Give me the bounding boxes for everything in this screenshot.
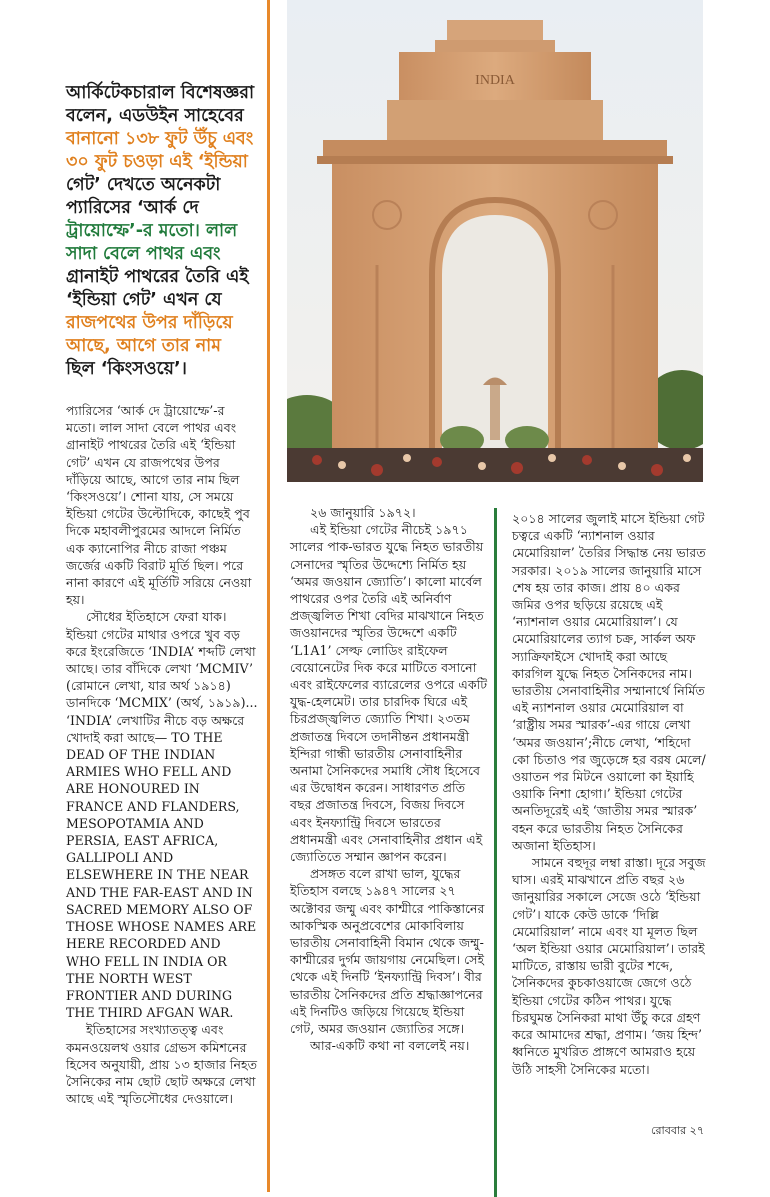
page-footer: রোববার ২৭: [651, 1124, 704, 1137]
pull-quote-line: আর্কিটেকচারাল বিশেষজ্ঞরা: [66, 83, 255, 103]
article-paragraph: প্যারিসের ‘আর্ক দে ট্রায়োম্ফে’-র মতো। লাল সাদা বেলে পাথর এবং গ্রানাইট পাথরের তৈরি এই ‘ইন্ডিয়া গেট’ এখন যে রাজপথের উপর দাঁড়িয়ে আছে, আগে তার নাম ছিল ‘কিংসওয়ে’। শোনা যায়, সে সময়ে ইন্ডিয়া গেটের উল্টোদিকে, কাছেই পুব দিকে মহাবলীপুরমের আদলে নির্মিত এক ক্যানোপির নীচে রাজা পঞ্চম জর্জের একটি বিরাট মূর্তি ছিল। পরে নানা কারণে এই মূর্তিটি সরিয়ে নেওয়া হয়।: [66, 403, 252, 608]
india-gate-photo: [287, 0, 703, 482]
pull-quote-line: ৩০ ফুট চওড়া এই ‘ইন্ডিয়া: [66, 152, 248, 172]
pull-quote-line: রাজপথের উপর দাঁড়িয়ে: [66, 313, 233, 333]
pull-quote: [66, 82, 266, 381]
pull-quote-line: বলেন, এডউইন সাহেবের: [66, 106, 244, 126]
pull-quote-line: প্যারিসের ‘আর্ক দে: [66, 198, 199, 218]
gate-inscription: INDIA: [475, 73, 515, 88]
pull-quote-line: সাদা বেলে পাথর এবং: [66, 244, 221, 264]
article-paragraph: এই ইন্ডিয়া গেটের নীচেই ১৯৭১ সালের পাক-ভারত যুদ্ধে নিহত ভারতীয় সেনাদের স্মৃতির উদ্দেশ্যে নির্মিত হয় ‘অমর জওয়ান জ্যোতি’। কালো মার্বেল পাথরের ওপর তৈরি এই অনির্বাণ প্রজ্জ্বলিত শিখা বেদির মাঝখানে নিহত জওয়ানদের স্মৃতির উদ্দেশে একটি ‘L1A1’ সেল্ফ লোডিং রাইফেল বেয়োনেটের দিক করে মাটিতে বসানো এবং রাইফেলের ব্যারেলের ওপরে একটি যুদ্ধ-হেলমেট। তার চারদিক ঘিরে এই চিরপ্রজ্জ্বলিত জ্যোতি শিখা। ২৩তম প্রজাতন্ত্র দিবসে তদানীন্তন প্রধানমন্ত্রী ইন্দিরা গান্ধী ভারতীয় সেনাবাহিনীর অনামা সৈনিকদের সমাধি সৌধ হিসেবে এর উদ্বোধন করেন। সাধারণত প্রতি বছর প্রজাতন্ত্র দিবসে, বিজয় দিবসে এবং ইনফ্যান্ট্রি দিবসে ভারতের প্রধানমন্ত্রী এবং সেনাবাহিনীর প্রধান এই জ্যোতিতে সম্মান জ্ঞাপন করেন।: [290, 522, 488, 865]
article-paragraph: সামনে বহুদূর লম্বা রাস্তা। দূরে সবুজ ঘাস। এরই মাঝখানে প্রতি বছর ২৬ জানুয়ারির সকালে সেজে ওঠে ‘ইন্ডিয়া গেট’। যাকে কেউ ডাকে ‘দিল্লি মেমোরিয়াল’ নামে এবং যা মূলত ছিল ‘অল ইন্ডিয়া ওয়ার মেমোরিয়াল’। তারই মাটিতে, রাস্তায় ভারী বুটের শব্দে, সৈনিকদের কুচকাওয়াজে জেগে ওঠে ইন্ডিয়া গেটের কঠিন পাথর। যুদ্ধে চিরঘুমন্ত সৈনিকরা মাথা উঁচু করে গ্রহণ করে আমাদের শ্রদ্ধা, প্রণাম। ‘জয় হিন্দ’ ধ্বনিতে মুখরিত প্রাঙ্গণে আমরাও হয়ে উঠি সাহসী সৈনিকের মতো।: [512, 855, 706, 1077]
green-column-rule: [494, 508, 497, 1197]
article-paragraph: আর-একটি কথা না বললেই নয়।: [310, 1038, 470, 1054]
pull-quote-line: বানানো ১৩৮ ফুট উঁচু এবং: [66, 129, 254, 149]
article-paragraph: সৌধের ইতিহাসে ফেরা যাক। ইন্ডিয়া গেটের মাথার ওপরে খুব বড় করে ইংরেজিতে ‘INDIA’ শব্দটি লেখা আছে। তার বাঁদিকে লেখা ‘MCMIV’ (রোমানে লেখা, যার অর্থ ১৯১৪) ডানদিকে ‘MCMIX’ (অর্থ, ১৯১৯)... ‘INDIA’ লেখাটির নীচে বড় অক্ষরে খোদাই করা আছে— TO THE DEAD OF THE INDIAN ARMIES WHO FELL AND ARE HONOURED IN FRANCE AND FLANDERS, MESOPOTAMIA AND PERSIA, EAST AFRICA, GALLIPOLI AND ELSEWHERE IN THE NEAR AND THE FAR-EAST AND IN SACRED MEMORY ALSO OF THOSE WHOSE NAMES ARE HERE RECORDED AND WHO FELL IN INDIA OR THE NORTH WEST FRONTIER AND DURING THE THIRD AFGAN WAR.: [66, 609, 258, 1021]
article-paragraph: ইতিহাসের সংখ্যাতত্ত্ব এবং কমনওয়েলথ ওয়ার গ্রেভস কমিশনের হিসেব অনুযায়ী, প্রায় ১৩ হাজার নিহত সৈনিকের নাম ছোট ছোট অক্ষরে লেখা আছে এই স্মৃতিসৌধের দেওয়ালে।: [66, 1022, 258, 1107]
article-column-middle: [290, 504, 488, 1055]
article-paragraph: প্রসঙ্গত বলে রাখা ভাল, যুদ্ধের ইতিহাস বলছে ১৯৪৭ সালের ২৭ অক্টোবর জম্মু এবং কাশ্মীরে পাকিস্তানের আকস্মিক অনুপ্রবেশের মোকাবিলায় ভারতীয় সেনাবাহিনী বিমান থেকে জম্মু-কাশ্মীরের দুর্গম জায়গায় নেমেছিল। সেই থেকে এই দিনটি ‘ইনফ্যান্ট্রি দিবস’। বীর ভারতীয় সৈনিকদের প্রতি শ্রদ্ধাজ্ঞাপনের এই দিনটিও জড়িয়ে গিয়েছে ইন্ডিয়া গেট, অমর জওয়ান জ্যোতির সঙ্গে।: [290, 866, 485, 1037]
pull-quote-line: ট্রায়োম্ফে’-র মতো। লাল: [66, 221, 238, 241]
article-column-left: [66, 402, 258, 1107]
pull-quote-line: আছে, আগে তার নাম: [66, 336, 221, 356]
article-paragraph: ২০১৪ সালের জুলাই মাসে ইন্ডিয়া গেট চত্বরে একটি ‘ন্যাশনাল ওয়ার মেমোরিয়াল’ তৈরির সিদ্ধান্ত নেয় ভারত সরকার। ২০১৯ সালের জানুয়ারি মাসে শেষ হয় তার কাজ। প্রায় ৪০ একর জমির ওপর ছড়িয়ে রয়েছে এই ‘ন্যাশনাল ওয়ার মেমোরিয়াল’। যে মেমোরিয়ালের ত্যাগ চক্র, সার্কল অফ স্যাক্রিফাইসে খোদাই করা আছে কারগিল যুদ্ধে নিহত সৈনিকদের নাম। ভারতীয় সেনাবাহিনীর সম্মানার্থে নির্মিত এই ন্যাশনাল ওয়ার মেমোরিয়াল বা ‘রাষ্ট্রীয় সমর স্মারক’-এর গায়ে লেখা ‘অমর জওয়ান’;নীচে লেখা, ‘শহিদো কো চিতাও পর জুড়েঙ্গে হর বরষ মেলে/ ওয়াতন পর মিটনে ওয়ালো কা ইয়াহি ওয়াকি নিশা হোগা।’ ইন্ডিয়া গেটের অনতিদূরেই এই ‘জাতীয় সমর স্মারক’ বহন করে ভারতীয় নিহত সৈনিকের অজানা ইতিহাস।: [512, 511, 706, 853]
pull-quote-line: ছিল ‘কিংসওয়ে’।: [66, 359, 187, 379]
pull-quote-line: গেট’ দেখতে অনেকটা: [66, 175, 221, 195]
article-column-right: [512, 510, 708, 1078]
orange-column-rule: [267, 0, 270, 1192]
pull-quote-line: ‘ইন্ডিয়া গেট’ এখন যে: [66, 290, 222, 310]
pull-quote-line: গ্রানাইট পাথরের তৈরি এই: [66, 267, 249, 287]
article-paragraph: ২৬ জানুয়ারি ১৯৭২।: [310, 505, 416, 520]
